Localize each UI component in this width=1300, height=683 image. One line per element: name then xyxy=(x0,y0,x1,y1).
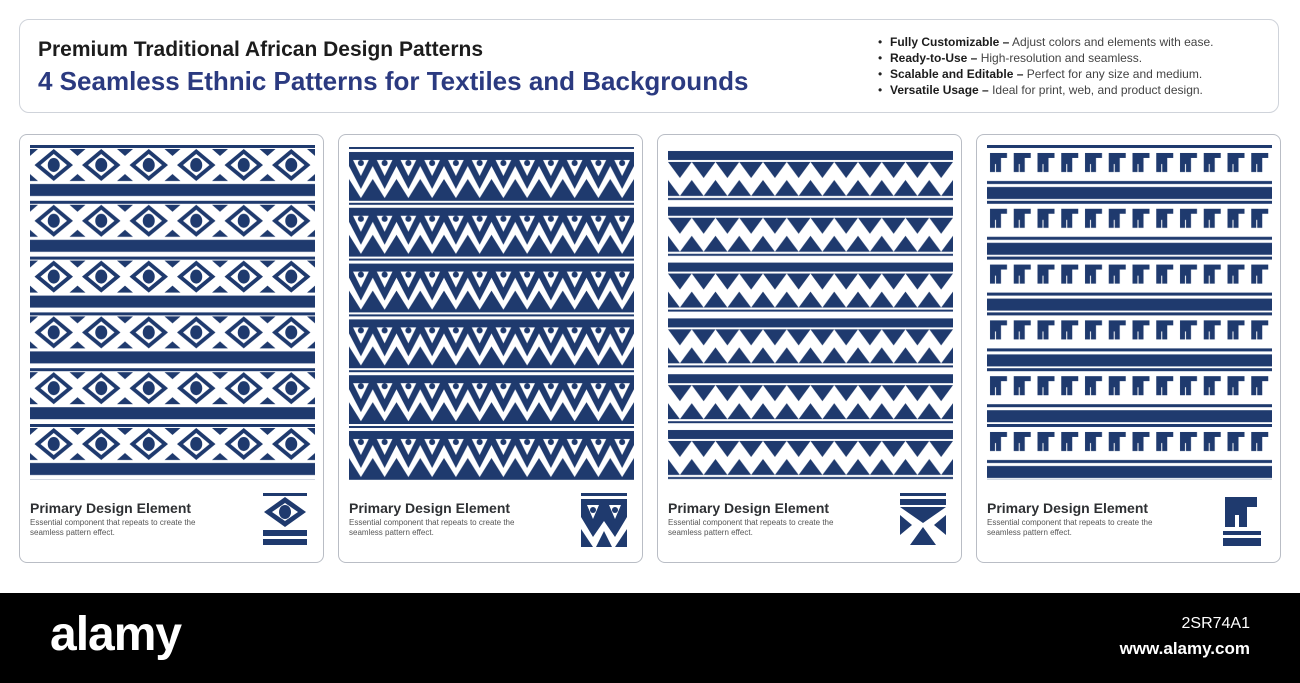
card-title: Primary Design Element xyxy=(349,500,511,516)
header-panel xyxy=(19,19,1279,113)
card-description: Essential component that repeats to create the seamless pattern effect. xyxy=(987,518,1153,537)
triangle-diamond-pattern xyxy=(668,145,953,480)
feature-text: Ideal for print, web, and product design. xyxy=(992,83,1203,97)
card-title: Primary Design Element xyxy=(30,500,192,516)
card-title: Primary Design Element xyxy=(987,500,1149,516)
fret-motif-icon xyxy=(1217,493,1267,548)
card-description: Essential component that repeats to create the seamless pattern effect. xyxy=(668,518,834,537)
feature-item xyxy=(878,82,1213,98)
page-subtitle: 4 Seamless Ethnic Patterns for Textiles and Backgrounds xyxy=(38,66,749,96)
bullet-icon: • xyxy=(878,35,883,49)
diamond-eye-motif-icon xyxy=(260,493,310,548)
feature-text: Adjust colors and elements with ease. xyxy=(1012,35,1214,49)
feature-text: High-resolution and seamless. xyxy=(980,51,1143,65)
feature-item xyxy=(878,50,1213,66)
alamy-logo: alamy xyxy=(50,608,182,661)
card-description: Essential component that repeats to create the seamless pattern effect. xyxy=(349,518,515,537)
zigzag-pattern xyxy=(349,145,634,480)
triangle-motif-icon xyxy=(898,493,948,548)
feature-label: Versatile Usage – xyxy=(890,83,989,97)
feature-text: Perfect for any size and medium. xyxy=(1026,67,1203,81)
feature-list xyxy=(878,34,1213,98)
fret-key-pattern xyxy=(987,145,1272,480)
card-description: Essential component that repeats to create the seamless pattern effect. xyxy=(30,518,196,537)
stock-footer-bar xyxy=(0,593,1300,683)
feature-item xyxy=(878,34,1213,50)
zigzag-motif-icon xyxy=(579,493,629,548)
pattern-card-zigzag xyxy=(338,134,643,563)
bullet-icon: • xyxy=(878,83,883,97)
page-title: Premium Traditional African Design Patterns xyxy=(38,38,483,61)
diamond-eye-pattern xyxy=(30,145,315,480)
bullet-icon: • xyxy=(878,67,883,81)
card-title: Primary Design Element xyxy=(668,500,830,516)
image-id: 2SR74A1 xyxy=(1181,615,1250,632)
bullet-icon: • xyxy=(878,51,883,65)
feature-label: Ready-to-Use – xyxy=(890,51,978,65)
pattern-card-diamond xyxy=(19,134,324,563)
feature-item xyxy=(878,66,1213,82)
pattern-card-triangle xyxy=(657,134,962,563)
feature-label: Scalable and Editable – xyxy=(890,67,1024,81)
feature-label: Fully Customizable – xyxy=(890,35,1010,49)
site-url[interactable]: www.alamy.com xyxy=(1119,639,1250,658)
pattern-card-fret xyxy=(976,134,1281,563)
